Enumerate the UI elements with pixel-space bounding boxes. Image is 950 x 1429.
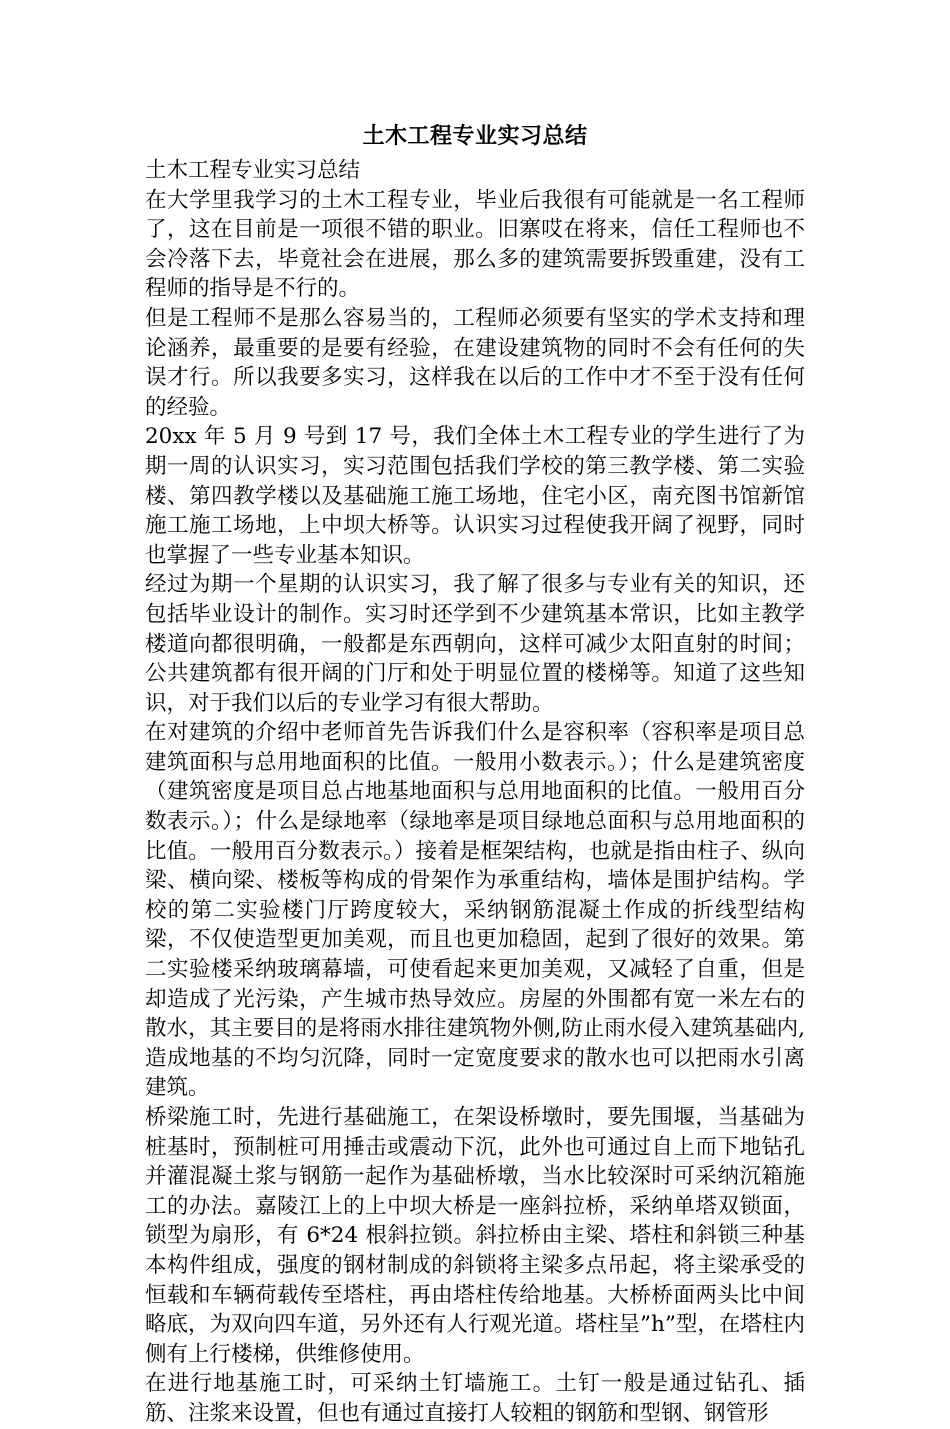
document-title: 土木工程专业实习总结 (362, 123, 588, 149)
paragraph-internship-scope: 20xx 年 5 月 9 号到 17 号，我们全体土木工程专业的学生进行了为期一周的认识实习，实习范围包括我们学校的第三教学楼、第二实验楼、第四教学楼以及基础施工施工场地，住宅小区，南充图书馆新馆施工施工场地，上中坝大桥等。认识实习过程使我开阔了视野，同时也掌握了一些专业基本知识。 (145, 424, 805, 568)
paragraph-bridge-construction: 桥梁施工时，先进行基础施工，在架设桥墩时，要先围堰，当基础为桩基时，预制桩可用捶击或震动下沉，此外也可通过自上而下地钻孔并灌混凝土浆与钢筋一起作为基础桥墩，当水比较深时可采纳沉箱施工的办法。嘉陵江上的上中坝大桥是一座斜拉桥，采纳单塔双锁面，锁型为扇形，有 6*24 根斜拉锁。斜拉桥由主梁、塔柱和斜锁三种基本构件组成，强度的钢材制成的斜锁将主梁多点吊起，将主梁承受的恒载和车辆荷载传至塔柱，再由塔柱传给地基。大桥桥面两头比中间略底，为双向四车道，另外还有人行观光道。塔柱呈”h”型，在塔柱内侧有上行楼梯，供维修使用。 (145, 1105, 805, 1367)
paragraph-building-terms: 在对建筑的介绍中老师首先告诉我们什么是容积率（容积率是项目总建筑面积与总用地面积的比值。一般用小数表示。）；什么是建筑密度（建筑密度是项目总占地基地面积与总用地面积的比值。一般用百分数表示。）；什么是绿地率（绿地率是项目绿地总面积与总用地面积的比值。一般用百分数表示。）接着是框架结构，也就是指由柱子、纵向梁、横向梁、楼板等构成的骨架作为承重结构，墙体是围护结构。学校的第二实验楼门厅跨度较大，采纳钢筋混凝土作成的折线型结构梁，不仅使造型更加美观，而且也更加稳固，起到了很好的效果。第二实验楼采纳玻璃幕墙，可使看起来更加美观，又减轻了自重，但是却造成了光污染，产生城市热导效应。房屋的外围都有宽一米左右的散水，其主要目的是将雨水排往建筑物外侧,防止雨水侵入建筑基础内,造成地基的不均匀沉降，同时一定宽度要求的散水也可以把雨水引离建筑。 (145, 720, 805, 1101)
paragraph-experience: 但是工程师不是那么容易当的，工程师必须要有坚实的学术支持和理论涵养，最重要的是要有经验，在建设建筑物的同时不会有任何的失误才行。所以我要多实习，这样我在以后的工作中才不至于没有任何的经验。 (145, 305, 805, 420)
paragraph-subtitle: 土木工程专业实习总结 (145, 158, 361, 183)
paragraph-knowledge: 经过为期一个星期的认识实习，我了解了很多与专业有关的知识，还包括毕业设计的制作。实习时还学到不少建筑基本常识，比如主教学楼道向都很明确，一般都是东西朝向，这样可减少太阳直射的时间；公共建筑都有很开阔的门厅和处于明显位置的楼梯等。知道了这些知识，对于我们以后的专业学习有很大帮助。 (145, 572, 805, 716)
paragraph-intro: 在大学里我学习的土木工程专业，毕业后我很有可能就是一名工程师了，这在目前是一项很不错的职业。旧寨哎在将来，信任工程师也不会冷落下去，毕竟社会在进展，那么多的建筑需要拆毁重建，没有工程师的指导是不行的。 (145, 187, 805, 302)
document-page (145, 120, 805, 1429)
paragraph-foundation: 在进行地基施工时，可采纳土钉墙施工。土钉一般是通过钻孔、插筋、注浆来设置，但也有通过直接打人较粗的钢筋和型钢、钢管形 (145, 1371, 805, 1426)
